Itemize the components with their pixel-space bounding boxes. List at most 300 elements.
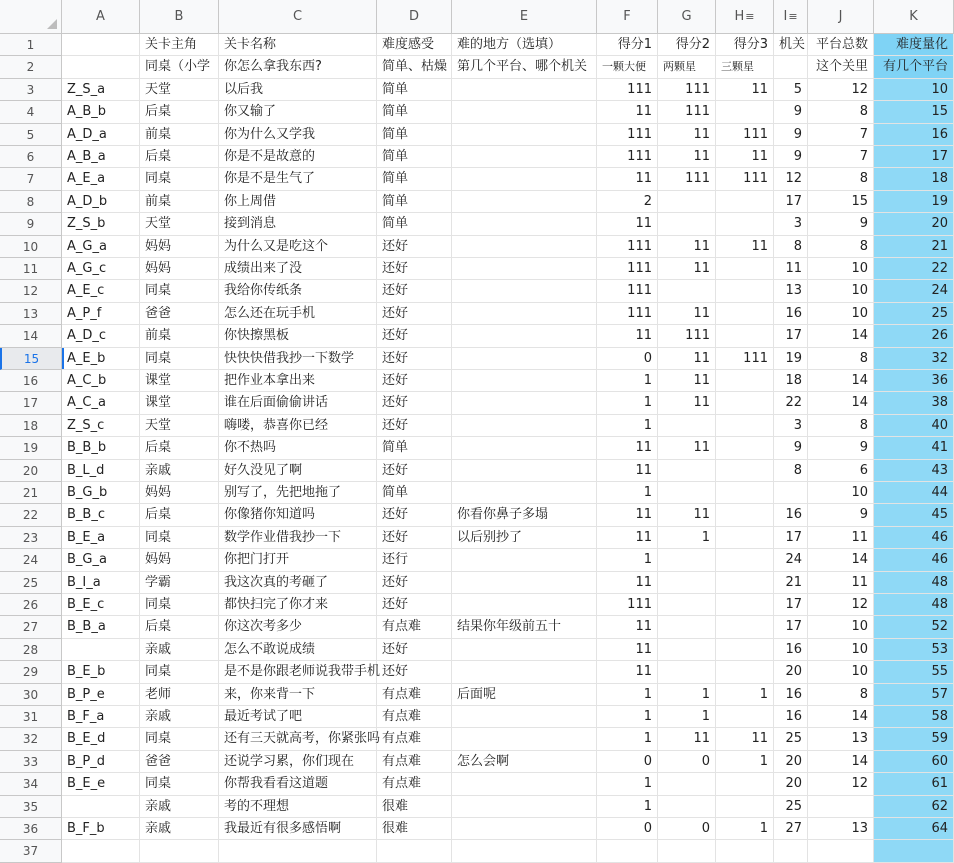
cell-g[interactable]: 得分2 [658,34,716,56]
row-header[interactable]: 29 [0,661,62,683]
cell-c[interactable]: 谁在后面偷偷讲话 [219,392,377,414]
cell-j[interactable]: 12 [808,594,874,616]
cell-e[interactable]: 第几个平台、哪个机关 [452,56,597,78]
cell-j[interactable]: 14 [808,392,874,414]
cell-g[interactable] [658,616,716,638]
cell-c[interactable]: 你把门打开 [219,549,377,571]
row-header[interactable]: 10 [0,236,62,258]
filter-icon[interactable]: ≡ [788,10,798,23]
cell-c[interactable]: 我最近有很多感悟啊 [219,818,377,840]
cell-c[interactable]: 把作业本拿出来 [219,370,377,392]
cell-i[interactable]: 13 [774,280,808,302]
cell-b[interactable]: 课堂 [140,392,219,414]
cell-j[interactable]: 14 [808,325,874,347]
cell-k[interactable]: 32 [874,348,954,370]
cell-e[interactable] [452,661,597,683]
cell-g[interactable]: 1 [658,527,716,549]
cell-a[interactable]: B_B_a [62,616,140,638]
cell-f[interactable]: 11 [597,213,658,235]
row-header[interactable]: 4 [0,101,62,123]
cell-f[interactable]: 11 [597,504,658,526]
cell-h[interactable] [716,504,774,526]
column-header-d[interactable] [377,0,452,34]
cell-i[interactable]: 9 [774,101,808,123]
cell-e[interactable] [452,168,597,190]
cell-j[interactable]: 10 [808,482,874,504]
row-header[interactable]: 20 [0,460,62,482]
cell-d[interactable]: 还好 [377,392,452,414]
cell-c[interactable]: 关卡名称 [219,34,377,56]
cell-b[interactable]: 同桌 [140,728,219,750]
cell-a[interactable]: B_I_a [62,572,140,594]
row-header[interactable]: 19 [0,437,62,459]
cell-f[interactable]: 11 [597,325,658,347]
cell-b[interactable]: 同桌 [140,168,219,190]
cell-i[interactable]: 9 [774,124,808,146]
cell-c[interactable]: 我给你传纸条 [219,280,377,302]
cell-e[interactable]: 后面呢 [452,684,597,706]
cell-a[interactable]: B_E_e [62,773,140,795]
cell-c[interactable]: 接到消息 [219,213,377,235]
cell-i[interactable]: 17 [774,527,808,549]
cell-f[interactable]: 1 [597,482,658,504]
cell-h[interactable]: 得分3 [716,34,774,56]
cell-g[interactable] [658,191,716,213]
cell-f[interactable]: 2 [597,191,658,213]
cell-b[interactable]: 亲戚 [140,796,219,818]
cell-f[interactable]: 111 [597,146,658,168]
cell-e[interactable] [452,280,597,302]
column-header-h[interactable] [716,0,774,34]
cell-k[interactable]: 60 [874,751,954,773]
cell-g[interactable]: 两颗星 [658,56,716,78]
cell-f[interactable]: 1 [597,684,658,706]
cell-b[interactable]: 后桌 [140,101,219,123]
cell-a[interactable]: B_E_a [62,527,140,549]
cell-k[interactable]: 19 [874,191,954,213]
cell-g[interactable]: 111 [658,168,716,190]
cell-k[interactable]: 41 [874,437,954,459]
cell-b[interactable]: 前桌 [140,325,219,347]
cell-d[interactable]: 还好 [377,415,452,437]
cell-j[interactable]: 7 [808,146,874,168]
cell-d[interactable]: 有点难 [377,728,452,750]
row-header[interactable]: 14 [0,325,62,347]
cell-g[interactable]: 11 [658,258,716,280]
cell-k[interactable]: 20 [874,213,954,235]
cell-k[interactable]: 25 [874,303,954,325]
cell-a[interactable]: B_P_d [62,751,140,773]
cell-f[interactable]: 1 [597,706,658,728]
cell-h[interactable] [716,549,774,571]
cell-g[interactable] [658,213,716,235]
cell-e[interactable] [452,191,597,213]
cell-a[interactable]: B_B_c [62,504,140,526]
cell-i[interactable]: 3 [774,415,808,437]
cell-b[interactable]: 妈妈 [140,236,219,258]
cell-f[interactable]: 0 [597,818,658,840]
cell-g[interactable]: 11 [658,437,716,459]
cell-a[interactable] [62,796,140,818]
cell-c[interactable]: 来，你来背一下 [219,684,377,706]
cell-b[interactable]: 同桌 [140,348,219,370]
row-header[interactable]: 36 [0,818,62,840]
cell-d[interactable]: 还好 [377,280,452,302]
cell-e[interactable] [452,392,597,414]
cell-b[interactable]: 前桌 [140,191,219,213]
cell-j[interactable]: 14 [808,549,874,571]
cell-c[interactable]: 为什么又是吃这个 [219,236,377,258]
cell-b[interactable]: 妈妈 [140,258,219,280]
cell-f[interactable]: 11 [597,437,658,459]
cell-h[interactable] [716,392,774,414]
cell-f[interactable]: 111 [597,594,658,616]
cell-c[interactable]: 你是不是生气了 [219,168,377,190]
cell-k[interactable]: 48 [874,572,954,594]
cell-h[interactable] [716,280,774,302]
cell-a[interactable] [62,840,140,862]
cell-h[interactable] [716,796,774,818]
cell-c[interactable]: 你为什么又学我 [219,124,377,146]
cell-f[interactable]: 11 [597,616,658,638]
cell-e[interactable] [452,482,597,504]
cell-a[interactable]: B_E_b [62,661,140,683]
cell-j[interactable]: 13 [808,818,874,840]
cell-i[interactable] [774,482,808,504]
cell-h[interactable]: 11 [716,146,774,168]
row-header[interactable]: 25 [0,572,62,594]
cell-h[interactable] [716,303,774,325]
cell-b[interactable]: 学霸 [140,572,219,594]
cell-i[interactable]: 16 [774,504,808,526]
column-header-e[interactable] [452,0,597,34]
cell-g[interactable]: 11 [658,124,716,146]
cell-g[interactable] [658,840,716,862]
cell-d[interactable]: 简单、枯燥 [377,56,452,78]
cell-j[interactable]: 11 [808,572,874,594]
cell-d[interactable]: 简单 [377,482,452,504]
cell-e[interactable] [452,146,597,168]
cell-d[interactable] [377,840,452,862]
cell-d[interactable]: 简单 [377,146,452,168]
cell-c[interactable]: 还说学习累，你们现在 [219,751,377,773]
cell-h[interactable]: 1 [716,818,774,840]
cell-h[interactable] [716,258,774,280]
cell-f[interactable]: 0 [597,348,658,370]
cell-k[interactable]: 15 [874,101,954,123]
cell-j[interactable]: 10 [808,303,874,325]
cell-h[interactable] [716,325,774,347]
row-header[interactable]: 12 [0,280,62,302]
cell-e[interactable]: 你看你鼻子多塌 [452,504,597,526]
cell-e[interactable] [452,236,597,258]
cell-e[interactable] [452,213,597,235]
row-header[interactable]: 2 [0,56,62,78]
cell-g[interactable]: 1 [658,706,716,728]
cell-d[interactable]: 有点难 [377,616,452,638]
cell-b[interactable]: 同桌 [140,594,219,616]
cell-b[interactable]: 天堂 [140,415,219,437]
cell-d[interactable]: 还好 [377,527,452,549]
cell-j[interactable]: 8 [808,168,874,190]
cell-c[interactable]: 好久没见了啊 [219,460,377,482]
cell-j[interactable]: 9 [808,437,874,459]
cell-i[interactable]: 17 [774,191,808,213]
cell-a[interactable]: A_C_a [62,392,140,414]
cell-h[interactable] [716,706,774,728]
cell-h[interactable] [716,460,774,482]
cell-b[interactable]: 后桌 [140,146,219,168]
cell-f[interactable]: 11 [597,527,658,549]
cell-c[interactable]: 最近考试了吧 [219,706,377,728]
cell-c[interactable]: 你是不是故意的 [219,146,377,168]
cell-a[interactable]: A_B_b [62,101,140,123]
cell-k[interactable]: 48 [874,594,954,616]
cell-f[interactable]: 111 [597,258,658,280]
cell-i[interactable]: 3 [774,213,808,235]
cell-h[interactable] [716,773,774,795]
cell-j[interactable]: 6 [808,460,874,482]
cell-c[interactable]: 你像猪你知道吗 [219,504,377,526]
cell-d[interactable]: 简单 [377,124,452,146]
cell-f[interactable]: 11 [597,639,658,661]
cell-h[interactable] [716,415,774,437]
cell-f[interactable]: 1 [597,415,658,437]
cell-a[interactable]: B_E_d [62,728,140,750]
cell-f[interactable]: 1 [597,549,658,571]
cell-d[interactable]: 还好 [377,594,452,616]
cell-i[interactable]: 20 [774,773,808,795]
cell-j[interactable]: 这个关里 [808,56,874,78]
cell-f[interactable]: 1 [597,370,658,392]
cell-k[interactable]: 46 [874,527,954,549]
cell-a[interactable]: Z_S_b [62,213,140,235]
cell-e[interactable]: 怎么会啊 [452,751,597,773]
cell-e[interactable] [452,549,597,571]
cell-h[interactable] [716,527,774,549]
cell-e[interactable] [452,460,597,482]
cell-a[interactable] [62,639,140,661]
cell-h[interactable] [716,191,774,213]
cell-i[interactable]: 9 [774,146,808,168]
cell-b[interactable]: 同桌（小学 [140,56,219,78]
cell-c[interactable]: 你怎么拿我东西? [219,56,377,78]
cell-h[interactable]: 111 [716,168,774,190]
cell-j[interactable]: 10 [808,280,874,302]
cell-g[interactable] [658,594,716,616]
cell-a[interactable]: A_D_a [62,124,140,146]
row-header[interactable]: 34 [0,773,62,795]
cell-e[interactable] [452,639,597,661]
cell-f[interactable]: 111 [597,124,658,146]
row-header[interactable]: 32 [0,728,62,750]
row-header[interactable]: 9 [0,213,62,235]
cell-e[interactable] [452,415,597,437]
cell-d[interactable]: 有点难 [377,706,452,728]
cell-j[interactable]: 8 [808,348,874,370]
column-header-b[interactable] [140,0,219,34]
cell-e[interactable] [452,594,597,616]
filter-icon[interactable]: ≡ [745,10,755,23]
cell-a[interactable] [62,56,140,78]
cell-j[interactable]: 9 [808,504,874,526]
cell-e[interactable] [452,728,597,750]
cell-i[interactable]: 24 [774,549,808,571]
cell-g[interactable] [658,661,716,683]
cell-i[interactable]: 21 [774,572,808,594]
cell-h[interactable] [716,482,774,504]
cell-e[interactable] [452,773,597,795]
cell-b[interactable]: 亲戚 [140,818,219,840]
cell-c[interactable]: 以后我 [219,79,377,101]
cell-i[interactable]: 16 [774,684,808,706]
cell-k[interactable]: 22 [874,258,954,280]
row-header[interactable]: 7 [0,168,62,190]
cell-c[interactable]: 数学作业借我抄一下 [219,527,377,549]
cell-k[interactable]: 21 [874,236,954,258]
cell-k[interactable]: 有几个平台 [874,56,954,78]
row-header[interactable]: 5 [0,124,62,146]
row-header[interactable]: 30 [0,684,62,706]
cell-k[interactable]: 64 [874,818,954,840]
cell-g[interactable]: 11 [658,392,716,414]
cell-b[interactable]: 同桌 [140,661,219,683]
cell-h[interactable] [716,437,774,459]
cell-f[interactable]: 11 [597,661,658,683]
cell-k[interactable]: 52 [874,616,954,638]
cell-k[interactable]: 43 [874,460,954,482]
row-header[interactable]: 27 [0,616,62,638]
cell-h[interactable] [716,840,774,862]
cell-f[interactable]: 1 [597,728,658,750]
cell-k[interactable]: 24 [874,280,954,302]
cell-j[interactable]: 10 [808,639,874,661]
cell-g[interactable]: 111 [658,79,716,101]
cell-h[interactable]: 三颗星 [716,56,774,78]
cell-e[interactable] [452,325,597,347]
cell-e[interactable] [452,818,597,840]
cell-g[interactable] [658,549,716,571]
cell-f[interactable]: 111 [597,303,658,325]
cell-j[interactable]: 7 [808,124,874,146]
cell-i[interactable]: 16 [774,639,808,661]
cell-k[interactable]: 57 [874,684,954,706]
cell-i[interactable]: 25 [774,796,808,818]
cell-g[interactable] [658,773,716,795]
column-header-g[interactable] [658,0,716,34]
cell-a[interactable]: Z_S_c [62,415,140,437]
cell-h[interactable]: 11 [716,236,774,258]
cell-a[interactable]: A_B_a [62,146,140,168]
cell-i[interactable]: 机关 [774,34,808,56]
cell-c[interactable]: 你又输了 [219,101,377,123]
cell-a[interactable]: A_G_c [62,258,140,280]
row-header[interactable]: 31 [0,706,62,728]
cell-c[interactable] [219,840,377,862]
cell-e[interactable] [452,101,597,123]
cell-h[interactable]: 11 [716,79,774,101]
cell-k[interactable]: 16 [874,124,954,146]
cell-e[interactable]: 结果你年级前五十 [452,616,597,638]
cell-f[interactable]: 111 [597,236,658,258]
row-header[interactable]: 24 [0,549,62,571]
cell-g[interactable]: 11 [658,236,716,258]
cell-k[interactable]: 38 [874,392,954,414]
cell-b[interactable]: 同桌 [140,280,219,302]
cell-d[interactable]: 简单 [377,79,452,101]
cell-i[interactable]: 27 [774,818,808,840]
cell-a[interactable]: B_F_a [62,706,140,728]
cell-b[interactable]: 课堂 [140,370,219,392]
cell-j[interactable]: 15 [808,191,874,213]
cell-k[interactable]: 53 [874,639,954,661]
row-header[interactable]: 35 [0,796,62,818]
cell-f[interactable]: 11 [597,460,658,482]
cell-k[interactable]: 难度量化 [874,34,954,56]
cell-b[interactable]: 爸爸 [140,751,219,773]
cell-f[interactable] [597,840,658,862]
cell-g[interactable]: 11 [658,303,716,325]
cell-j[interactable] [808,840,874,862]
row-header[interactable]: 13 [0,303,62,325]
cell-g[interactable]: 0 [658,751,716,773]
cell-e[interactable] [452,437,597,459]
cell-k[interactable]: 59 [874,728,954,750]
cell-i[interactable]: 19 [774,348,808,370]
cell-i[interactable]: 17 [774,594,808,616]
cell-c[interactable]: 怎么不敢说成绩 [219,639,377,661]
cell-h[interactable]: 1 [716,751,774,773]
cell-k[interactable]: 61 [874,773,954,795]
cell-a[interactable]: B_P_e [62,684,140,706]
cell-i[interactable] [774,840,808,862]
cell-f[interactable]: 1 [597,796,658,818]
cell-g[interactable]: 11 [658,728,716,750]
cell-j[interactable] [808,796,874,818]
cell-g[interactable]: 11 [658,348,716,370]
row-header[interactable]: 17 [0,392,62,414]
cell-e[interactable] [452,840,597,862]
row-header[interactable]: 11 [0,258,62,280]
cell-j[interactable]: 12 [808,79,874,101]
cell-g[interactable]: 11 [658,370,716,392]
cell-h[interactable]: 111 [716,348,774,370]
cell-b[interactable]: 同桌 [140,773,219,795]
cell-b[interactable]: 后桌 [140,504,219,526]
cell-j[interactable]: 10 [808,661,874,683]
cell-h[interactable]: 1 [716,684,774,706]
cell-g[interactable]: 11 [658,146,716,168]
cell-c[interactable]: 你帮我看看这道题 [219,773,377,795]
cell-i[interactable]: 17 [774,325,808,347]
cell-a[interactable]: Z_S_a [62,79,140,101]
cell-b[interactable]: 妈妈 [140,482,219,504]
cell-b[interactable]: 天堂 [140,213,219,235]
cell-a[interactable]: B_E_c [62,594,140,616]
cell-j[interactable]: 14 [808,370,874,392]
cell-a[interactable]: A_D_b [62,191,140,213]
cell-d[interactable]: 还好 [377,460,452,482]
cell-h[interactable] [716,594,774,616]
cell-e[interactable] [452,79,597,101]
cell-d[interactable]: 还好 [377,325,452,347]
cell-b[interactable]: 妈妈 [140,549,219,571]
cell-e[interactable] [452,348,597,370]
cell-h[interactable] [716,639,774,661]
cell-f[interactable]: 111 [597,79,658,101]
cell-k[interactable]: 44 [874,482,954,504]
cell-f[interactable]: 1 [597,392,658,414]
